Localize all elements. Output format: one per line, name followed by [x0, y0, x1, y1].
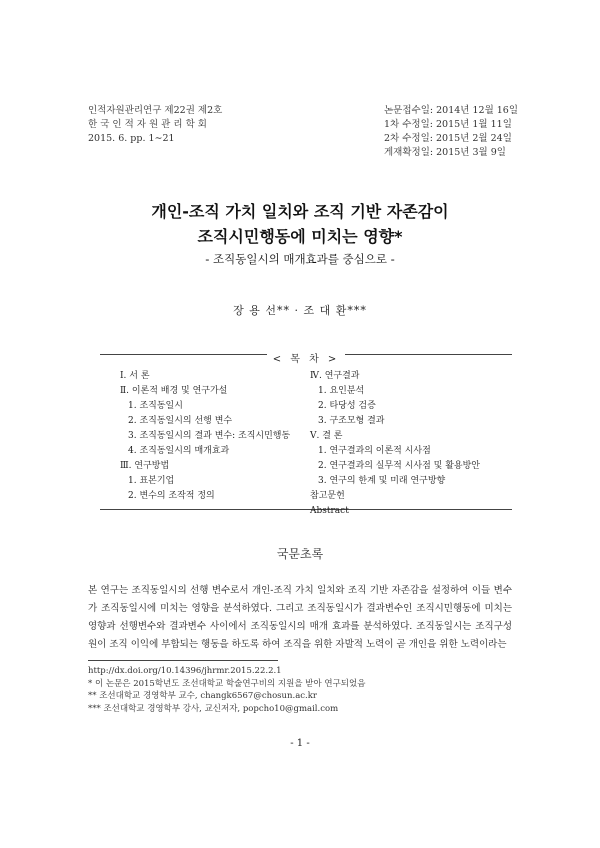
toc-item: 2. 조직동일시의 선행 변수 — [128, 416, 233, 426]
revised2-date: 2차 수정일: 2015년 2월 24일 — [384, 133, 512, 144]
toc-item: 1. 표본기업 — [128, 476, 175, 486]
footnote: ** 조선대학교 경영학부 교수, changk6567@chosun.ac.kr — [88, 691, 317, 701]
revised1-date: 1차 수정일: 2015년 1월 11일 — [384, 119, 512, 130]
journal-name: 인적자원관리연구 제22권 제2호 — [88, 105, 223, 116]
footnotes — [88, 665, 365, 715]
toc-heading: < 목 차 > — [267, 354, 346, 365]
toc-item: Ⅱ. 이론적 배경 및 연구가설 — [120, 386, 228, 396]
received-date: 논문접수일: 2014년 12월 16일 — [384, 105, 519, 116]
abstract-heading: 국문초록 — [276, 547, 324, 561]
toc-left-column — [120, 369, 290, 504]
toc-item: Abstract — [310, 506, 349, 516]
toc-item: 3. 조직동일시의 결과 변수: 조직시민행동 — [128, 431, 291, 441]
toc-item: Ⅴ. 결 론 — [310, 431, 343, 441]
toc-item: 4. 조직동일시의 매개효과 — [128, 446, 230, 456]
toc-item: 참고문헌 — [310, 491, 345, 501]
footnote-divider — [88, 660, 278, 661]
toc-item: 2. 변수의 조작적 정의 — [128, 491, 215, 501]
subtitle: - 조직동일시의 매개효과를 중심으로 - — [205, 252, 395, 266]
submission-dates — [384, 104, 518, 160]
table-of-contents — [100, 354, 512, 516]
journal-info — [88, 104, 222, 146]
title-line-1: 개인-조직 가치 일치와 조직 기반 자존감이 — [151, 202, 449, 221]
footnote: *** 조선대학교 경영학부 강사, 교신저자, popcho10@gmail.com — [88, 703, 339, 714]
toc-item: 1. 조직동일시 — [128, 401, 183, 411]
journal-pages: 2015. 6. pp. 1∼21 — [88, 133, 175, 144]
authors: 장 용 선** · 조 대 환*** — [233, 304, 367, 317]
abstract-body: 본 연구는 조직동일시의 선행 변수로서 개인-조직 가치 일치와 조직 기반 자존감을 설정하여 이들 변수가 조직동일시에 미치는 영향을 분석하였다. 그리고 조직동일시가 결과변수인 조직시민행동에 미치는 영향과 선행변수와 결과변수 사이에서 조직동일시의 매개 효과를 분석하였다. 조직동일시는 조직구성원이 조직 이익에 부합되는 행동을 하도록 하여 조직을 위한 자발적 노력이 곧 개인을 위한 노력이라는 — [88, 585, 512, 650]
toc-item: Ⅰ. 서 론 — [120, 371, 150, 381]
toc-item: Ⅲ. 연구방법 — [120, 461, 170, 471]
title-line-2: 조직시민행동에 미치는 영향* — [197, 227, 403, 246]
society-name: 한 국 인 적 자 원 관 리 학 회 — [88, 119, 207, 130]
toc-item: 1. 연구결과의 이론적 시사점 — [318, 446, 431, 456]
toc-right-column — [310, 369, 480, 519]
footnote: http://dx.doi.org/10.14396/jhrmr.2015.22.2.1 — [88, 666, 282, 676]
page-number: - 1 - — [290, 738, 310, 749]
toc-item: Ⅳ. 연구결과 — [310, 371, 360, 381]
toc-item: 2. 연구결과의 실무적 시사점 및 활용방안 — [318, 461, 480, 471]
toc-item: 3. 구조모형 결과 — [318, 416, 385, 426]
toc-heading-wrap — [100, 347, 512, 366]
footnote: * 이 논문은 2015학년도 조선대학교 학술연구비의 지원을 받아 연구되었음 — [88, 678, 366, 689]
accepted-date: 게재확정일: 2015년 3월 9일 — [384, 147, 506, 158]
toc-item: 1. 요인분석 — [318, 386, 365, 396]
toc-item: 3. 연구의 한계 및 미래 연구방향 — [318, 476, 446, 486]
toc-item: 2. 타당성 검증 — [318, 401, 376, 411]
